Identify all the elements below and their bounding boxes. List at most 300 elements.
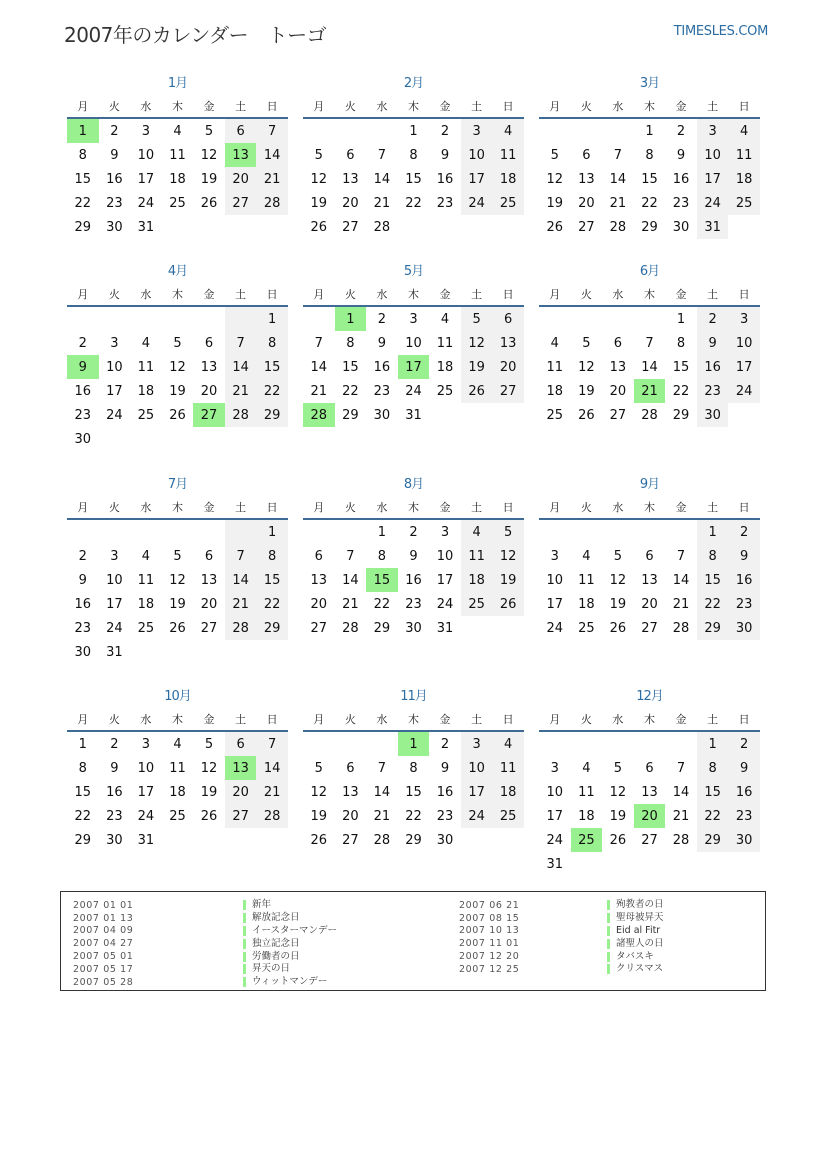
empty-cell [602, 732, 634, 756]
day-cell: 26 [609, 620, 627, 636]
month-title: 3月 [639, 76, 660, 91]
day-cell: 20 [310, 596, 328, 612]
day-cell: 11 [461, 544, 493, 568]
day-cell: 17 [546, 596, 564, 612]
day-cell: 28 [256, 804, 288, 828]
holiday-day-cell: 28 [303, 403, 335, 427]
month-title: 2月 [403, 76, 424, 91]
holiday-date: 2007 05 01 [73, 951, 134, 963]
weekday-label: 日 [738, 288, 750, 301]
day-cell: 30 [74, 644, 92, 660]
holiday-date: 2007 05 17 [73, 963, 134, 975]
weekday-header [539, 286, 760, 304]
holiday-date: 2007 11 01 [459, 938, 520, 950]
weekday-header [303, 286, 524, 304]
weekday-label: 土 [707, 100, 719, 113]
day-cell: 5 [492, 520, 524, 544]
day-cell: 11 [546, 359, 564, 375]
weekday-label: 日 [266, 713, 278, 726]
day-cell: 8 [346, 335, 355, 351]
day-cell: 21 [225, 592, 257, 616]
day-cell: 3 [550, 760, 559, 776]
weekday-label: 月 [77, 100, 89, 113]
holiday-day-cell: 15 [366, 568, 398, 592]
day-cell: 5 [204, 123, 214, 139]
weekday-label: 金 [203, 501, 215, 514]
month-title: 10月 [164, 689, 191, 704]
day-cell: 3 [141, 736, 151, 752]
weekday-header [539, 711, 760, 729]
day-cell: 16 [697, 355, 729, 379]
day-cell: 4 [173, 123, 182, 139]
day-cell: 10 [106, 359, 123, 375]
day-cell: 22 [672, 383, 690, 399]
month-title: 7月 [167, 477, 188, 492]
day-cell: 16 [74, 383, 92, 399]
day-cell: 29 [697, 616, 729, 640]
day-cell: 11 [137, 359, 155, 375]
weekday-label: 木 [407, 501, 419, 514]
empty-cell [366, 119, 398, 143]
day-cell: 12 [609, 572, 627, 588]
day-cell: 28 [672, 620, 690, 636]
day-cell: 10 [405, 335, 422, 351]
weekday-label: 日 [738, 100, 750, 113]
day-cell: 15 [697, 780, 729, 804]
day-cell: 23 [672, 195, 690, 211]
weekday-label: 木 [407, 288, 419, 301]
day-cell: 14 [342, 572, 359, 588]
day-cell: 21 [672, 596, 690, 612]
empty-cell [539, 119, 571, 143]
weekday-label: 木 [643, 713, 655, 726]
day-cell: 6 [314, 548, 323, 564]
day-cell: 22 [256, 592, 288, 616]
day-cell: 27 [641, 620, 658, 636]
day-cell: 27 [225, 804, 257, 828]
day-cell: 5 [204, 736, 214, 752]
empty-cell [571, 732, 603, 756]
day-cell: 8 [377, 548, 387, 564]
day-cell: 4 [141, 548, 151, 564]
day-cell: 30 [106, 219, 123, 235]
day-cell: 16 [106, 784, 123, 800]
day-cell: 19 [200, 784, 218, 800]
holiday-day-cell: 13 [225, 143, 257, 167]
day-grid [67, 520, 288, 664]
day-cell: 1 [697, 520, 729, 544]
weekday-label: 金 [203, 713, 215, 726]
day-cell: 4 [492, 119, 524, 143]
day-cell: 19 [310, 808, 328, 824]
month-title: 11月 [400, 689, 427, 704]
day-cell: 12 [169, 572, 186, 588]
day-cell: 19 [200, 171, 218, 187]
weekday-label: 金 [203, 288, 215, 301]
empty-cell [303, 520, 335, 544]
day-cell: 12 [169, 359, 186, 375]
day-cell: 8 [78, 147, 87, 163]
weekday-header [539, 499, 760, 517]
weekday-label: 火 [580, 100, 592, 113]
month-title: 12月 [636, 689, 663, 704]
day-cell: 8 [256, 331, 288, 355]
weekday-header [303, 711, 524, 729]
day-cell: 7 [377, 147, 387, 163]
day-cell: 22 [405, 808, 422, 824]
day-cell: 25 [728, 191, 760, 215]
holiday-day-cell: 17 [398, 355, 430, 379]
day-cell: 29 [74, 832, 92, 848]
day-cell: 3 [728, 307, 760, 331]
day-cell: 12 [492, 544, 524, 568]
day-cell: 16 [436, 171, 454, 187]
weekday-label: 木 [407, 100, 419, 113]
holiday-date: 2007 08 15 [459, 912, 520, 924]
day-cell: 2 [110, 123, 119, 139]
day-cell: 14 [256, 756, 288, 780]
day-cell: 6 [346, 147, 355, 163]
day-cell: 9 [377, 335, 387, 351]
day-cell: 4 [173, 736, 182, 752]
weekday-label: 水 [376, 713, 388, 726]
day-cell: 23 [436, 808, 454, 824]
day-cell: 8 [697, 544, 729, 568]
day-cell: 21 [225, 379, 257, 403]
day-cell: 16 [405, 572, 422, 588]
day-cell: 27 [342, 832, 359, 848]
month-title: 4月 [167, 264, 188, 279]
weekday-label: 水 [612, 100, 624, 113]
day-cell: 19 [310, 195, 328, 211]
day-cell: 1 [256, 307, 288, 331]
day-cell: 20 [641, 596, 658, 612]
day-cell: 9 [110, 760, 119, 776]
day-cell: 27 [200, 620, 218, 636]
weekday-label: 木 [171, 100, 183, 113]
empty-cell [366, 732, 398, 756]
day-cell: 4 [461, 520, 493, 544]
weekday-label: 火 [108, 288, 120, 301]
day-cell: 19 [546, 195, 564, 211]
day-cell: 21 [342, 596, 359, 612]
empty-cell [162, 307, 194, 331]
day-cell: 19 [609, 808, 627, 824]
weekday-label: 土 [471, 288, 483, 301]
weekday-label: 木 [171, 288, 183, 301]
empty-cell [162, 520, 194, 544]
empty-cell [225, 520, 257, 544]
holiday-day-cell: 20 [634, 804, 666, 828]
day-cell: 25 [137, 620, 155, 636]
weekday-label: 日 [738, 713, 750, 726]
weekday-label: 日 [502, 288, 514, 301]
day-cell: 22 [405, 195, 422, 211]
holiday-day-cell: 1 [398, 732, 430, 756]
month-title: 5月 [403, 264, 424, 279]
day-cell: 27 [609, 407, 627, 423]
day-cell: 15 [672, 359, 690, 375]
holiday-date: 2007 06 21 [459, 899, 520, 911]
weekday-label: 水 [612, 501, 624, 514]
empty-cell [335, 520, 367, 544]
day-cell: 3 [440, 524, 450, 540]
day-cell: 19 [461, 355, 493, 379]
day-cell: 24 [697, 191, 729, 215]
holiday-name: 殉教者の日 [607, 900, 664, 910]
weekday-label: 日 [266, 288, 278, 301]
day-cell: 24 [405, 383, 422, 399]
day-cell: 10 [546, 784, 564, 800]
day-cell: 7 [256, 732, 288, 756]
day-cell: 22 [641, 195, 658, 211]
weekday-label: 月 [549, 713, 561, 726]
day-cell: 27 [641, 832, 658, 848]
day-cell: 13 [342, 784, 359, 800]
day-cell: 20 [609, 383, 627, 399]
empty-cell [571, 520, 603, 544]
day-cell: 1 [409, 123, 418, 139]
day-cell: 7 [314, 335, 323, 351]
day-cell: 11 [492, 756, 524, 780]
day-cell: 7 [613, 147, 623, 163]
day-cell: 15 [74, 171, 92, 187]
day-cell: 19 [169, 383, 186, 399]
day-cell: 26 [169, 407, 186, 423]
empty-cell [634, 732, 666, 756]
weekday-header [67, 711, 288, 729]
day-cell: 28 [256, 191, 288, 215]
day-cell: 21 [256, 167, 288, 191]
weekday-label: 日 [266, 501, 278, 514]
day-cell: 23 [697, 379, 729, 403]
weekday-label: 日 [738, 501, 750, 514]
day-cell: 30 [373, 407, 391, 423]
day-cell: 9 [440, 147, 450, 163]
weekday-label: 水 [140, 288, 152, 301]
weekday-label: 土 [707, 501, 719, 514]
weekday-label: 木 [171, 501, 183, 514]
day-cell: 16 [74, 596, 92, 612]
day-cell: 13 [342, 171, 359, 187]
day-cell: 12 [310, 171, 328, 187]
day-cell: 1 [256, 520, 288, 544]
day-cell: 30 [728, 616, 760, 640]
day-cell: 16 [106, 171, 123, 187]
day-cell: 19 [578, 383, 595, 399]
holiday-date: 2007 12 25 [459, 963, 520, 975]
day-cell: 18 [546, 383, 564, 399]
day-cell: 21 [373, 808, 391, 824]
weekday-label: 木 [643, 100, 655, 113]
day-cell: 10 [546, 572, 564, 588]
day-cell: 7 [256, 119, 288, 143]
day-cell: 11 [169, 147, 186, 163]
day-cell: 24 [137, 808, 155, 824]
day-cell: 16 [672, 171, 690, 187]
day-cell: 28 [225, 616, 257, 640]
day-cell: 15 [74, 784, 92, 800]
day-grid [539, 119, 760, 239]
day-cell: 8 [697, 756, 729, 780]
empty-cell [539, 307, 571, 331]
weekday-label: 水 [376, 501, 388, 514]
empty-cell [99, 520, 131, 544]
day-cell: 24 [461, 191, 493, 215]
day-cell: 18 [492, 780, 524, 804]
day-cell: 20 [225, 780, 257, 804]
weekday-label: 金 [439, 713, 451, 726]
day-cell: 23 [436, 195, 454, 211]
day-cell: 27 [342, 219, 359, 235]
day-cell: 5 [173, 335, 182, 351]
day-cell: 11 [578, 572, 595, 588]
day-cell: 30 [697, 403, 729, 427]
day-cell: 2 [728, 520, 760, 544]
holiday-day-cell: 21 [634, 379, 666, 403]
holiday-name: クリスマス [607, 964, 663, 974]
day-cell: 6 [204, 548, 214, 564]
day-cell: 28 [342, 620, 359, 636]
day-cell: 5 [314, 147, 323, 163]
weekday-label: 月 [77, 288, 89, 301]
empty-cell [602, 520, 634, 544]
day-cell: 18 [137, 596, 155, 612]
weekday-label: 木 [643, 501, 655, 514]
weekday-label: 月 [549, 100, 561, 113]
day-cell: 20 [578, 195, 595, 211]
day-cell: 18 [436, 359, 454, 375]
holiday-name: イースターマンデー [243, 926, 337, 936]
empty-cell [303, 732, 335, 756]
weekday-label: 月 [77, 501, 89, 514]
day-grid [303, 732, 524, 852]
day-cell: 29 [256, 403, 288, 427]
day-cell: 26 [200, 195, 218, 211]
weekday-label: 金 [439, 100, 451, 113]
empty-cell [602, 307, 634, 331]
weekday-label: 火 [580, 713, 592, 726]
day-cell: 25 [546, 407, 564, 423]
day-cell: 12 [578, 359, 595, 375]
day-cell: 28 [641, 407, 658, 423]
day-cell: 7 [346, 548, 355, 564]
day-cell: 9 [440, 760, 450, 776]
weekday-label: 月 [313, 288, 325, 301]
day-cell: 24 [728, 379, 760, 403]
weekday-label: 火 [108, 713, 120, 726]
weekday-label: 土 [235, 713, 247, 726]
site-brand[interactable]: TIMESLES.COM [673, 24, 768, 39]
holiday-date: 2007 12 20 [459, 951, 520, 963]
weekday-header [303, 499, 524, 517]
day-cell: 11 [436, 335, 454, 351]
day-cell: 4 [492, 732, 524, 756]
day-grid [303, 520, 524, 640]
day-cell: 29 [697, 828, 729, 852]
day-cell: 6 [346, 760, 355, 776]
day-cell: 13 [578, 171, 595, 187]
empty-cell [130, 520, 162, 544]
weekday-label: 土 [471, 713, 483, 726]
day-cell: 29 [405, 832, 422, 848]
day-cell: 3 [409, 311, 418, 327]
weekday-label: 日 [502, 100, 514, 113]
weekday-label: 火 [108, 100, 120, 113]
day-cell: 2 [440, 736, 450, 752]
day-cell: 2 [409, 524, 418, 540]
day-cell: 23 [74, 620, 92, 636]
day-cell: 24 [137, 195, 155, 211]
day-grid [539, 307, 760, 427]
empty-cell [634, 307, 666, 331]
page-title: 2007年のカレンダー トーゴ [64, 23, 327, 47]
day-cell: 14 [672, 784, 690, 800]
day-cell: 17 [106, 383, 123, 399]
empty-cell [335, 732, 367, 756]
day-cell: 18 [578, 808, 595, 824]
weekday-label: 金 [203, 100, 215, 113]
day-cell: 20 [225, 167, 257, 191]
day-cell: 24 [546, 832, 564, 848]
day-cell: 1 [697, 732, 729, 756]
weekday-header [67, 499, 288, 517]
day-cell: 24 [461, 804, 493, 828]
day-cell: 12 [200, 760, 218, 776]
day-cell: 13 [310, 572, 328, 588]
empty-cell [67, 307, 99, 331]
day-cell: 3 [141, 123, 151, 139]
holiday-name: 労働者の日 [243, 952, 300, 962]
empty-cell [130, 307, 162, 331]
day-cell: 30 [405, 620, 422, 636]
day-cell: 11 [492, 143, 524, 167]
day-cell: 28 [373, 832, 391, 848]
day-cell: 28 [225, 403, 257, 427]
weekday-label: 火 [580, 288, 592, 301]
weekday-label: 火 [580, 501, 592, 514]
day-cell: 4 [582, 760, 591, 776]
weekday-label: 火 [344, 288, 356, 301]
day-cell: 9 [110, 147, 119, 163]
empty-cell [602, 119, 634, 143]
day-cell: 21 [609, 195, 627, 211]
weekday-label: 日 [266, 100, 278, 113]
day-cell: 7 [225, 331, 257, 355]
day-cell: 23 [728, 592, 760, 616]
day-cell: 20 [342, 195, 359, 211]
day-cell: 23 [106, 195, 123, 211]
day-cell: 22 [256, 379, 288, 403]
holiday-name: タバスキ [607, 952, 654, 962]
day-cell: 30 [672, 219, 690, 235]
day-cell: 30 [728, 828, 760, 852]
day-cell: 10 [137, 147, 155, 163]
weekday-label: 土 [707, 713, 719, 726]
day-cell: 26 [200, 808, 218, 824]
empty-cell [303, 307, 335, 331]
day-cell: 22 [74, 808, 92, 824]
day-cell: 24 [106, 407, 123, 423]
day-grid [67, 307, 288, 451]
day-cell: 19 [492, 568, 524, 592]
day-cell: 27 [310, 620, 328, 636]
day-cell: 2 [110, 736, 119, 752]
weekday-label: 月 [313, 713, 325, 726]
day-cell: 6 [613, 335, 623, 351]
day-cell: 18 [492, 167, 524, 191]
day-cell: 24 [546, 620, 564, 636]
